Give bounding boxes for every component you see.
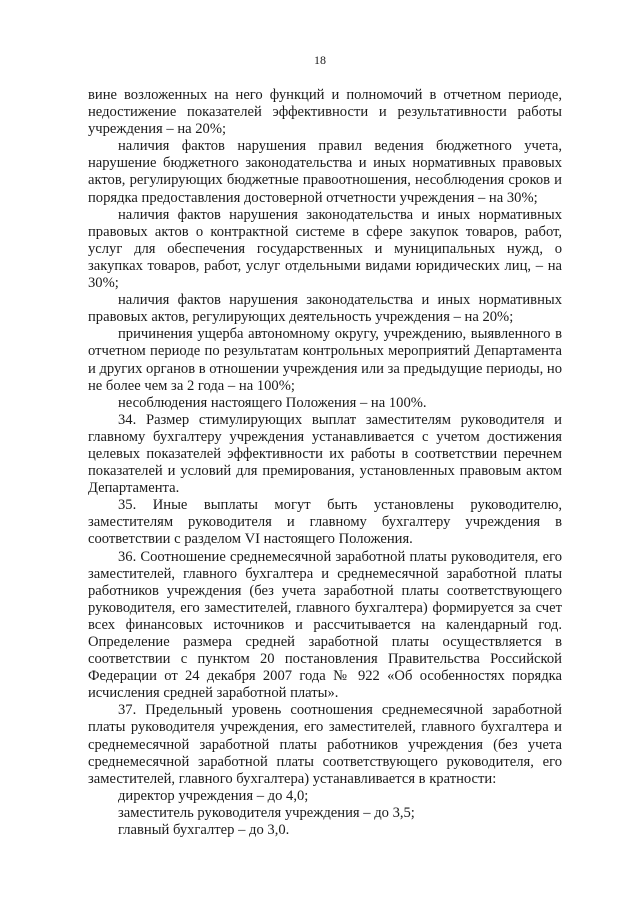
paragraph: вине возложенных на него функций и полномочий в отчетном периоде, недостижение показателей эффективности и результативности работы учреждения – на 20%; — [88, 87, 562, 138]
paragraph: 35. Иные выплаты могут быть установлены руководителю, заместителям руководителя и главному бухгалтеру учреждения в соответствии с разделом VI настоящего Положения. — [88, 497, 562, 548]
list-item: заместитель руководителя учреждения – до 3,5; — [118, 804, 415, 821]
page-number: 18 — [314, 53, 326, 67]
paragraph: 36. Соотношение среднемесячной заработной платы руководителя, его заместителей, главного бухгалтера и среднемесячной заработной платы работников учреждения (без учета заработной платы соответствующего руководителя, его заместителей, главного бухгалтера) формируется за счет всех финансовых источников и рассчитывается на календарный год. Определение размера средней заработной платы осуществляется в соответствии с пунктом 20 постановления Правительства Российской Федерации от 24 декабря 2007 года № 922 «Об особенностях порядка исчисления средней заработной платы». — [88, 548, 562, 702]
document-body — [88, 87, 562, 839]
paragraph: 37. Предельный уровень соотношения среднемесячной заработной платы руководителя учреждения, его заместителей, главного бухгалтера и среднемесячной заработной платы работников учреждения (без учета среднемесячной заработной платы соответствующего руководителя, его заместителей, главного бухгалтера) устанавливается в кратности: — [88, 702, 562, 787]
paragraph: наличия фактов нарушения законодательства и иных нормативных правовых актов, регулирующих деятельность учреждения – на 20%; — [88, 292, 562, 326]
paragraph: несоблюдения настоящего Положения – на 100%. — [118, 394, 427, 411]
paragraph: 34. Размер стимулирующих выплат заместителям руководителя и главному бухгалтеру учреждения устанавливается с учетом достижения целевых показателей эффективности их работы в соответствии перечнем показателей и условий для премирования, установленных правовым актом Департамента. — [88, 411, 562, 497]
paragraph: наличия фактов нарушения правил ведения бюджетного учета, нарушение бюджетного законодательства и иных нормативных правовых актов, регулирующих бюджетные правоотношения, несоблюдения сроков и порядка предоставления достоверной отчетности учреждения – на 30%; — [88, 138, 562, 206]
paragraph: наличия фактов нарушения законодательства и иных нормативных правовых актов о контрактной системе в сфере закупок товаров, работ, услуг для обеспечения государственных и муниципальных нужд, о закупках товаров, работ, услуг отдельными видами юридических лиц, – на 30%; — [88, 206, 562, 292]
paragraph: причинения ущерба автономному округу, учреждению, выявленного в отчетном периоде по результатам контрольных мероприятий Департамента и других органов в отношении учреждения или за предыдущие периоды, но не более чем за 2 года – на 100%; — [88, 326, 562, 394]
list-item: директор учреждения – до 4,0; — [118, 787, 309, 804]
list-item: главный бухгалтер – до 3,0. — [118, 822, 290, 839]
